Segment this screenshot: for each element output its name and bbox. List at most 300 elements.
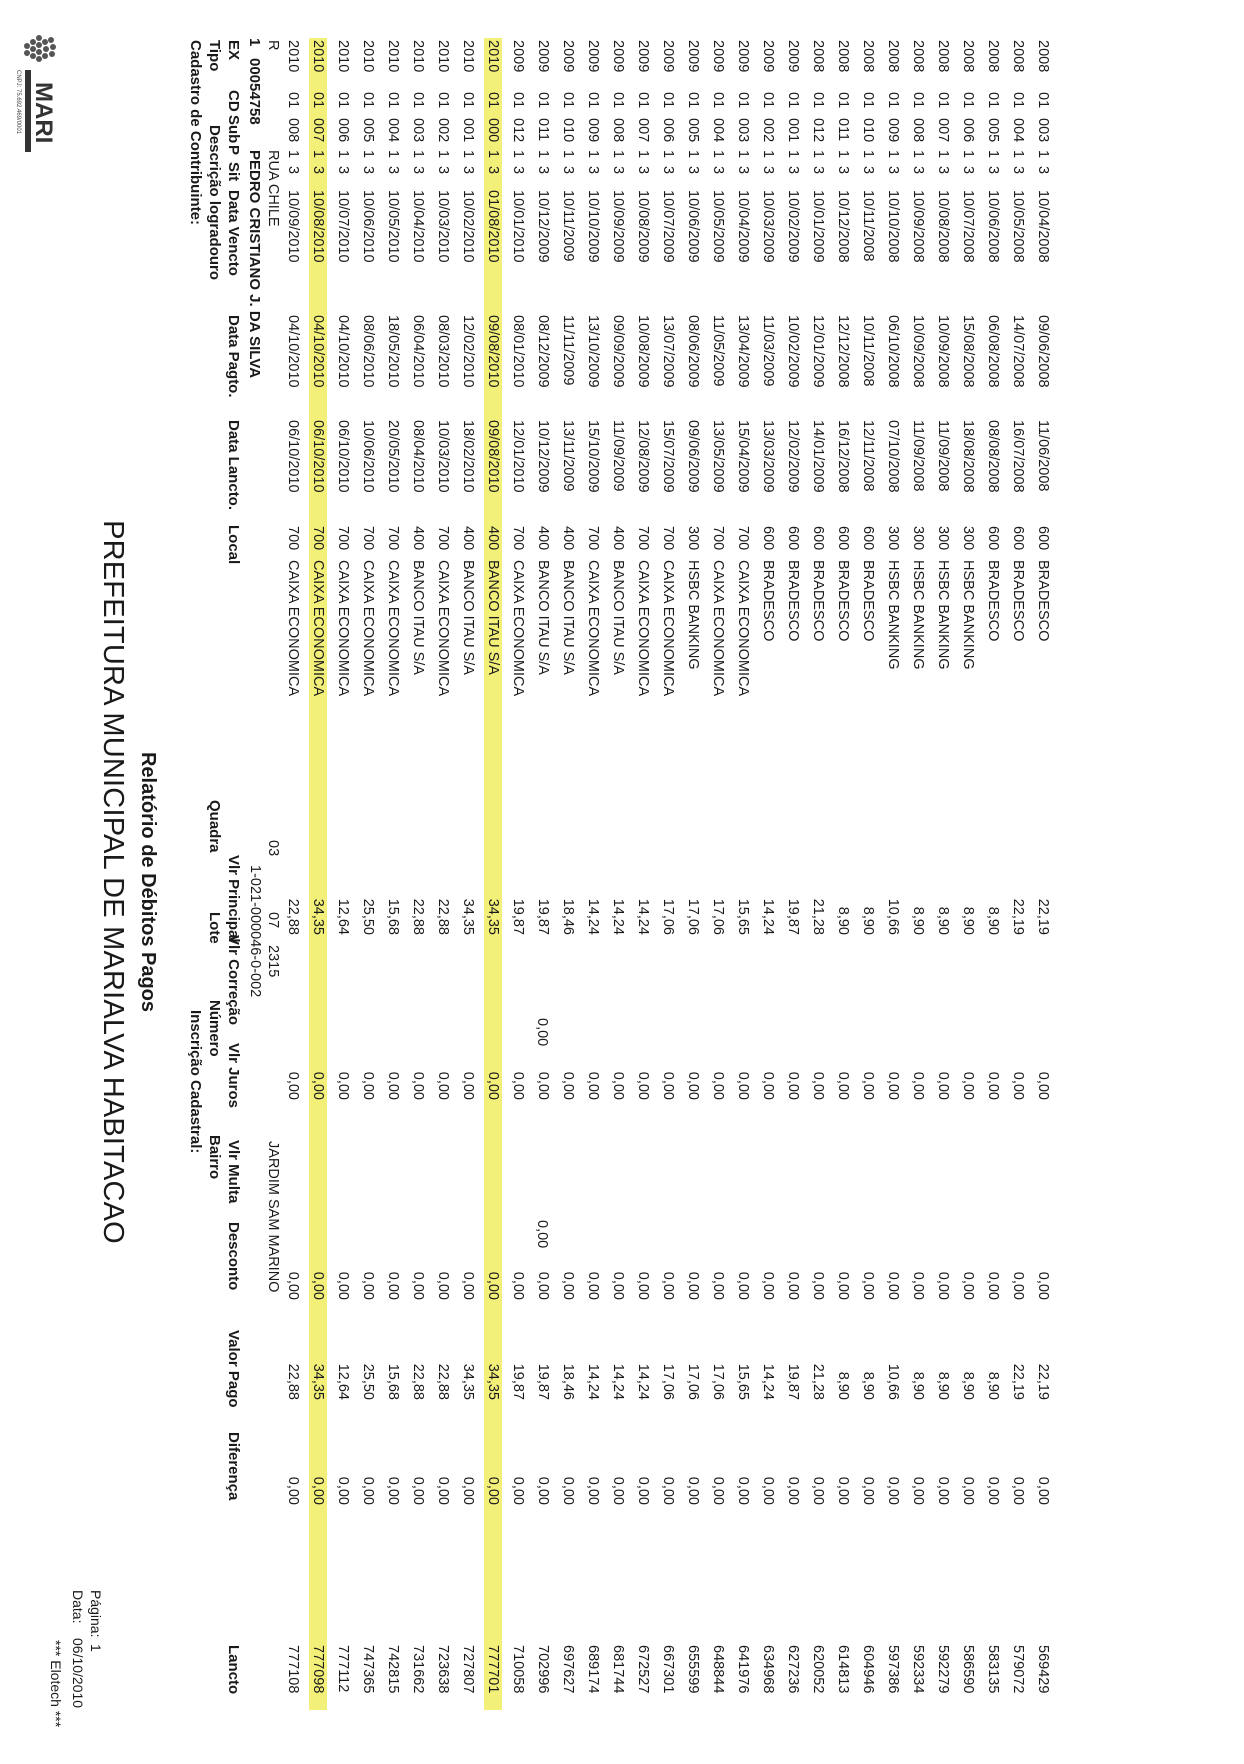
cell-sit: 3 <box>360 166 376 175</box>
cell-vencto: 10/06/2010 <box>360 190 376 263</box>
report-subtitle: Relatório de Débitos Pagos <box>137 751 159 1013</box>
cell-principal: 21,28 <box>810 898 826 935</box>
cell-p: 1 <box>935 150 951 159</box>
cell-ex: 2010 <box>285 40 301 73</box>
cell-desconto: 0,00 <box>535 1271 551 1300</box>
cell-vencto: 10/02/2009 <box>785 190 801 263</box>
cell-sub: 001 <box>785 118 801 143</box>
cell-diferenca: 0,00 <box>835 1476 851 1505</box>
cell-cd: 01 <box>835 92 851 109</box>
cell-sit: 3 <box>435 166 451 175</box>
cell-pago: 17,06 <box>685 1363 701 1400</box>
cell-ex: 2008 <box>885 40 901 73</box>
cell-lancto-num: 614813 <box>835 1645 851 1694</box>
cell-juros: 0,00 <box>310 1071 326 1100</box>
cell-diferenca: 0,00 <box>285 1476 301 1505</box>
cell-lancto: 15/10/2009 <box>585 420 601 493</box>
cell-local: BRADESCO <box>785 560 801 642</box>
cell-p: 1 <box>610 150 626 159</box>
cell-local-code: 700 <box>510 526 526 551</box>
cell-principal: 34,35 <box>485 898 501 935</box>
cell-juros: 0,00 <box>510 1071 526 1100</box>
cell-desconto: 0,00 <box>935 1271 951 1300</box>
cell-sub: 010 <box>860 118 876 143</box>
cell-principal: 8,90 <box>960 906 976 935</box>
cell-lancto-num: 597386 <box>885 1645 901 1694</box>
cell-local-code: 700 <box>335 526 351 551</box>
cell-local-code: 400 <box>410 526 426 551</box>
cell-local: CAIXA ECONOMICA <box>335 560 351 697</box>
cell-sit: 3 <box>485 166 501 175</box>
cell-local-code: 700 <box>385 526 401 551</box>
cell-desconto: 0,00 <box>785 1271 801 1300</box>
cell-pagto: 06/08/2008 <box>985 315 1001 388</box>
cell-pagto: 09/06/2008 <box>1035 315 1051 388</box>
cell-vencto: 10/07/2009 <box>660 190 676 263</box>
cell-local-code: 600 <box>860 526 876 551</box>
cell-principal: 19,87 <box>510 898 526 935</box>
cell-ex: 2009 <box>610 40 626 73</box>
cell-local: BANCO ITAU S/A <box>485 560 501 675</box>
column-header: Valor Pago <box>225 1330 242 1408</box>
cell-cd: 01 <box>910 92 926 109</box>
cell-local: CAIXA ECONOMICA <box>735 560 751 697</box>
cell-lancto-num: 777112 <box>335 1645 351 1693</box>
cell-local: CAIXA ECONOMICA <box>385 560 401 697</box>
cell-pagto: 08/01/2010 <box>510 315 526 388</box>
cell-diferenca: 0,00 <box>610 1476 626 1505</box>
cell-local: CAIXA ECONOMICA <box>510 560 526 697</box>
cell-diferenca: 0,00 <box>335 1476 351 1505</box>
cell-local: CAIXA ECONOMICA <box>310 560 326 697</box>
column-header: Vlr Multa <box>225 1140 242 1204</box>
cell-pagto: 09/08/2010 <box>485 315 501 388</box>
cell-sub: 006 <box>335 118 351 143</box>
contributor-tipo: R <box>265 40 281 51</box>
cell-lancto: 15/07/2009 <box>660 420 676 493</box>
column-header: Vlr Juros <box>225 1043 242 1109</box>
cell-ex: 2008 <box>810 40 826 73</box>
cell-diferenca: 0,00 <box>360 1476 376 1505</box>
cell-ex: 2010 <box>410 40 426 73</box>
cell-local: BANCO ITAU S/A <box>460 560 476 675</box>
cell-cd: 01 <box>635 92 651 109</box>
cell-cd: 01 <box>985 92 1001 109</box>
cell-pagto: 04/10/2010 <box>310 315 326 388</box>
cell-sub: 001 <box>460 118 476 143</box>
cell-local: CAIXA ECONOMICA <box>435 560 451 697</box>
cell-desconto: 0,00 <box>510 1271 526 1300</box>
cell-ex: 2010 <box>435 40 451 73</box>
contributor-index: 1 <box>246 38 263 47</box>
cell-pagto: 08/03/2010 <box>435 315 451 388</box>
date-value: 06/10/2010 <box>70 1638 86 1709</box>
cell-vencto: 10/01/2010 <box>510 190 526 263</box>
cell-desconto: 0,00 <box>960 1271 976 1300</box>
cell-local-code: 300 <box>960 526 976 551</box>
cell-local: BRADESCO <box>810 560 826 642</box>
cell-lancto: 12/11/2008 <box>860 420 876 492</box>
cell-vencto: 10/09/2009 <box>610 190 626 263</box>
cell-lancto-num: 583135 <box>985 1645 1001 1694</box>
cell-local-code: 700 <box>585 526 601 551</box>
cell-juros: 0,00 <box>285 1071 301 1100</box>
column-header: EX <box>225 40 242 61</box>
cell-sub: 004 <box>1010 118 1026 143</box>
cell-lancto: 12/02/2009 <box>785 420 801 493</box>
cell-local-code: 300 <box>910 526 926 551</box>
cell-vencto: 10/04/2010 <box>410 190 426 263</box>
cell-principal: 14,24 <box>610 898 626 935</box>
page-label: Página: <box>88 1590 104 1638</box>
cell-diferenca: 0,00 <box>535 1476 551 1505</box>
cell-principal: 15,68 <box>385 898 401 935</box>
cell-diferenca: 0,00 <box>785 1476 801 1505</box>
cell-pagto: 06/04/2010 <box>410 315 426 388</box>
cell-desconto: 0,00 <box>635 1271 651 1300</box>
cell-principal: 14,24 <box>635 898 651 935</box>
contributor-numero: 2315 <box>265 945 281 978</box>
cell-pago: 25,50 <box>360 1363 376 1400</box>
cell-p: 1 <box>635 150 651 159</box>
cell-sub: 007 <box>935 118 951 143</box>
cell-cd: 01 <box>1010 92 1026 109</box>
cell-diferenca: 0,00 <box>510 1476 526 1505</box>
cell-desconto: 0,00 <box>660 1271 676 1300</box>
cell-lancto-num: 723638 <box>435 1645 451 1694</box>
cell-sit: 3 <box>310 166 326 175</box>
cell-p: 1 <box>460 150 476 159</box>
cell-lancto-num: 777098 <box>310 1645 326 1694</box>
cell-cd: 01 <box>385 92 401 109</box>
cell-diferenca: 0,00 <box>460 1476 476 1505</box>
cell-vencto: 10/06/2009 <box>685 190 701 263</box>
cell-sit: 3 <box>1035 166 1051 175</box>
cell-p: 1 <box>685 150 701 159</box>
cell-pagto: 14/07/2008 <box>1010 315 1026 388</box>
cell-sit: 3 <box>785 166 801 175</box>
cell-sub: 009 <box>885 118 901 143</box>
cell-sit: 3 <box>535 166 551 175</box>
cell-ex: 2010 <box>485 40 501 73</box>
cell-sit: 3 <box>685 166 701 175</box>
cell-cd: 01 <box>785 92 801 109</box>
cell-local-code: 700 <box>635 526 651 551</box>
cell-diferenca: 0,00 <box>660 1476 676 1505</box>
cell-vencto: 10/09/2010 <box>285 190 301 263</box>
cell-juros: 0,00 <box>860 1071 876 1100</box>
cell-sit: 3 <box>885 166 901 175</box>
cell-pagto: 10/11/2008 <box>860 315 876 387</box>
cell-lancto: 11/09/2009 <box>610 420 626 492</box>
column-header: Data Vencto <box>225 190 242 276</box>
cell-cd: 01 <box>960 92 976 109</box>
cell-vencto: 10/01/2009 <box>810 190 826 263</box>
cell-lancto: 08/04/2010 <box>410 420 426 493</box>
cell-ex: 2008 <box>835 40 851 73</box>
cell-ex: 2010 <box>385 40 401 73</box>
cell-pagto: 10/08/2009 <box>635 315 651 388</box>
cell-vencto: 10/07/2010 <box>335 190 351 263</box>
cell-cd: 01 <box>860 92 876 109</box>
cell-principal: 22,88 <box>285 898 301 935</box>
cell-sub: 008 <box>285 118 301 143</box>
cell-vencto: 10/07/2008 <box>960 190 976 263</box>
cell-p: 1 <box>885 150 901 159</box>
cell-lancto: 10/03/2010 <box>435 420 451 493</box>
cell-ex: 2008 <box>1035 40 1051 73</box>
cell-sit: 3 <box>285 166 301 175</box>
cell-pagto: 13/10/2009 <box>585 315 601 388</box>
cell-cd: 01 <box>410 92 426 109</box>
cell-principal: 34,35 <box>310 898 326 935</box>
cell-lancto: 07/10/2008 <box>885 420 901 493</box>
cell-pagto: 13/07/2009 <box>660 315 676 388</box>
cell-p: 1 <box>285 150 301 159</box>
cell-juros: 0,00 <box>485 1071 501 1100</box>
cell-pago: 19,87 <box>535 1363 551 1400</box>
cell-pagto: 08/12/2009 <box>535 315 551 388</box>
cell-principal: 34,35 <box>460 898 476 935</box>
cell-diferenca: 0,00 <box>710 1476 726 1505</box>
cell-lancto-num: 641976 <box>735 1645 751 1694</box>
cell-pago: 34,35 <box>485 1363 501 1400</box>
cell-sub: 007 <box>635 118 651 143</box>
cell-juros: 0,00 <box>835 1071 851 1100</box>
cell-ex: 2009 <box>785 40 801 73</box>
cell-sub: 006 <box>960 118 976 143</box>
cell-lancto: 14/01/2009 <box>810 420 826 493</box>
cell-ex: 2009 <box>510 40 526 73</box>
cell-local: HSBC BANKING <box>960 560 976 670</box>
cell-vencto: 10/12/2009 <box>535 190 551 263</box>
cell-local-code: 400 <box>560 526 576 551</box>
cell-juros: 0,00 <box>1035 1071 1051 1100</box>
cell-sub: 002 <box>760 118 776 143</box>
cell-lancto-num: 689174 <box>585 1645 601 1694</box>
highlight-multa: 0,00 <box>534 1220 550 1249</box>
cell-sub: 002 <box>435 118 451 143</box>
cell-principal: 8,90 <box>860 906 876 935</box>
cell-sub: 010 <box>560 118 576 143</box>
cell-local-code: 600 <box>835 526 851 551</box>
cell-sub: 003 <box>735 118 751 143</box>
cell-local: CAIXA ECONOMICA <box>285 560 301 697</box>
cell-pagto: 12/12/2008 <box>835 315 851 388</box>
cell-lancto-num: 627236 <box>785 1645 801 1694</box>
cell-vencto: 10/03/2009 <box>760 190 776 263</box>
cell-local: CAIXA ECONOMICA <box>710 560 726 697</box>
cell-desconto: 0,00 <box>560 1271 576 1300</box>
cell-diferenca: 0,00 <box>810 1476 826 1505</box>
cell-juros: 0,00 <box>810 1071 826 1100</box>
cell-local: BANCO ITAU S/A <box>535 560 551 675</box>
cell-desconto: 0,00 <box>585 1271 601 1300</box>
cell-juros: 0,00 <box>960 1071 976 1100</box>
cell-lancto: 18/02/2010 <box>460 420 476 493</box>
tipo-label: Tipo <box>206 40 223 72</box>
cell-lancto-num: 634968 <box>760 1645 776 1694</box>
column-header: Local <box>225 525 242 565</box>
cell-principal: 8,90 <box>910 906 926 935</box>
cell-juros: 0,00 <box>710 1071 726 1100</box>
cell-diferenca: 0,00 <box>735 1476 751 1505</box>
cell-p: 1 <box>560 150 576 159</box>
cell-lancto-num: 777701 <box>485 1645 501 1694</box>
cell-pagto: 12/01/2009 <box>810 315 826 388</box>
cell-local-code: 400 <box>460 526 476 551</box>
cell-diferenca: 0,00 <box>760 1476 776 1505</box>
cell-desconto: 0,00 <box>1010 1271 1026 1300</box>
cell-local-code: 600 <box>810 526 826 551</box>
cell-vencto: 10/11/2008 <box>860 190 876 262</box>
cell-lancto: 10/12/2009 <box>535 420 551 493</box>
cell-sub: 012 <box>510 118 526 143</box>
cell-desconto: 0,00 <box>810 1271 826 1300</box>
cell-diferenca: 0,00 <box>485 1476 501 1505</box>
marialva-logo <box>15 30 61 200</box>
cell-pagto: 13/04/2009 <box>735 315 751 388</box>
cell-juros: 0,00 <box>435 1071 451 1100</box>
cell-ex: 2008 <box>960 40 976 73</box>
cell-principal: 18,46 <box>560 898 576 935</box>
cell-pago: 22,88 <box>285 1363 301 1400</box>
cell-sub: 004 <box>710 118 726 143</box>
cell-desconto: 0,00 <box>985 1271 1001 1300</box>
cell-pago: 10,66 <box>885 1363 901 1400</box>
cell-lancto: 16/12/2008 <box>835 420 851 493</box>
cell-cd: 01 <box>810 92 826 109</box>
cell-pago: 8,90 <box>960 1371 976 1400</box>
contributor-inscricao: 1-021-000046-0-002 <box>247 865 263 998</box>
report-title: PREFEITURA MUNICIPAL DE MARIALVA HABITACAO <box>97 520 129 1244</box>
cell-desconto: 0,00 <box>860 1271 876 1300</box>
cadastro-label: Cadastro de Contribuinte: <box>187 40 204 226</box>
cell-ex: 2009 <box>660 40 676 73</box>
cell-lancto: 15/04/2009 <box>735 420 751 493</box>
cell-sit: 3 <box>810 166 826 175</box>
column-header: P <box>225 145 242 156</box>
cell-juros: 0,00 <box>660 1071 676 1100</box>
cell-vencto: 10/10/2008 <box>885 190 901 263</box>
cell-sub: 005 <box>685 118 701 143</box>
cell-lancto-num: 727807 <box>460 1645 476 1694</box>
cell-pago: 22,19 <box>1010 1363 1026 1400</box>
cell-ex: 2009 <box>735 40 751 73</box>
cell-vencto: 10/02/2010 <box>460 190 476 263</box>
cell-principal: 22,88 <box>410 898 426 935</box>
cell-p: 1 <box>735 150 751 159</box>
cell-cd: 01 <box>935 92 951 109</box>
cell-juros: 0,00 <box>985 1071 1001 1100</box>
cell-desconto: 0,00 <box>835 1271 851 1300</box>
cell-sub: 012 <box>810 118 826 143</box>
cell-local-code: 600 <box>1010 526 1026 551</box>
cell-pago: 12,64 <box>335 1363 351 1400</box>
cell-lancto-num: 681744 <box>610 1645 626 1694</box>
cell-desconto: 0,00 <box>435 1271 451 1300</box>
cell-diferenca: 0,00 <box>435 1476 451 1505</box>
cell-vencto: 10/08/2009 <box>635 190 651 263</box>
cell-principal: 8,90 <box>935 906 951 935</box>
cell-cd: 01 <box>735 92 751 109</box>
cell-principal: 10,66 <box>885 898 901 935</box>
cell-diferenca: 0,00 <box>685 1476 701 1505</box>
cell-local-code: 700 <box>310 526 326 551</box>
cell-desconto: 0,00 <box>735 1271 751 1300</box>
cell-diferenca: 0,00 <box>935 1476 951 1505</box>
cell-pagto: 18/05/2010 <box>385 315 401 388</box>
cell-ex: 2008 <box>935 40 951 73</box>
cell-local: BRADESCO <box>1010 560 1026 642</box>
cell-local: BANCO ITAU S/A <box>410 560 426 675</box>
cell-cd: 01 <box>885 92 901 109</box>
cell-diferenca: 0,00 <box>985 1476 1001 1505</box>
cell-cd: 01 <box>335 92 351 109</box>
bairro-label: Bairro <box>206 1135 223 1180</box>
column-header: Vlr Principal <box>225 855 242 943</box>
cell-pago: 17,06 <box>710 1363 726 1400</box>
cell-sit: 3 <box>985 166 1001 175</box>
cell-desconto: 0,00 <box>360 1271 376 1300</box>
cell-juros: 0,00 <box>460 1071 476 1100</box>
cell-p: 1 <box>860 150 876 159</box>
cell-sub: 004 <box>385 118 401 143</box>
cell-sit: 3 <box>660 166 676 175</box>
cell-local: HSBC BANKING <box>685 560 701 670</box>
cell-lancto-num: 702996 <box>535 1645 551 1694</box>
cell-p: 1 <box>835 150 851 159</box>
cell-local-code: 700 <box>435 526 451 551</box>
cell-juros: 0,00 <box>385 1071 401 1100</box>
cell-cd: 01 <box>435 92 451 109</box>
cell-vencto: 10/09/2008 <box>910 190 926 263</box>
cell-pago: 22,19 <box>1035 1363 1051 1400</box>
cell-ex: 2009 <box>585 40 601 73</box>
cell-lancto-num: 579072 <box>1010 1645 1026 1694</box>
cell-diferenca: 0,00 <box>960 1476 976 1505</box>
cell-sit: 3 <box>910 166 926 175</box>
cell-sit: 3 <box>860 166 876 175</box>
cell-cd: 01 <box>610 92 626 109</box>
cell-vencto: 10/06/2008 <box>985 190 1001 263</box>
cell-principal: 8,90 <box>985 906 1001 935</box>
cell-pago: 18,46 <box>560 1363 576 1400</box>
cell-local-code: 600 <box>985 526 1001 551</box>
cell-juros: 0,00 <box>635 1071 651 1100</box>
cell-pagto: 10/02/2009 <box>785 315 801 388</box>
cell-cd: 01 <box>685 92 701 109</box>
cell-sub: 003 <box>410 118 426 143</box>
page-value: 1 <box>88 1644 104 1652</box>
cell-cd: 01 <box>460 92 476 109</box>
cell-pago: 8,90 <box>835 1371 851 1400</box>
cell-desconto: 0,00 <box>760 1271 776 1300</box>
cell-lancto-num: 777108 <box>285 1645 301 1694</box>
cell-local: BANCO ITAU S/A <box>610 560 626 675</box>
cell-lancto-num: 586590 <box>960 1645 976 1694</box>
cell-sub: 000 <box>485 118 501 143</box>
cell-p: 1 <box>535 150 551 159</box>
cell-lancto: 13/03/2009 <box>760 420 776 493</box>
column-header: Sit <box>225 162 242 182</box>
cell-cd: 01 <box>660 92 676 109</box>
cell-principal: 22,19 <box>1035 898 1051 935</box>
cell-sit: 3 <box>710 166 726 175</box>
cell-lancto: 20/05/2010 <box>385 420 401 493</box>
cell-lancto: 10/06/2010 <box>360 420 376 493</box>
cell-desconto: 0,00 <box>485 1271 501 1300</box>
